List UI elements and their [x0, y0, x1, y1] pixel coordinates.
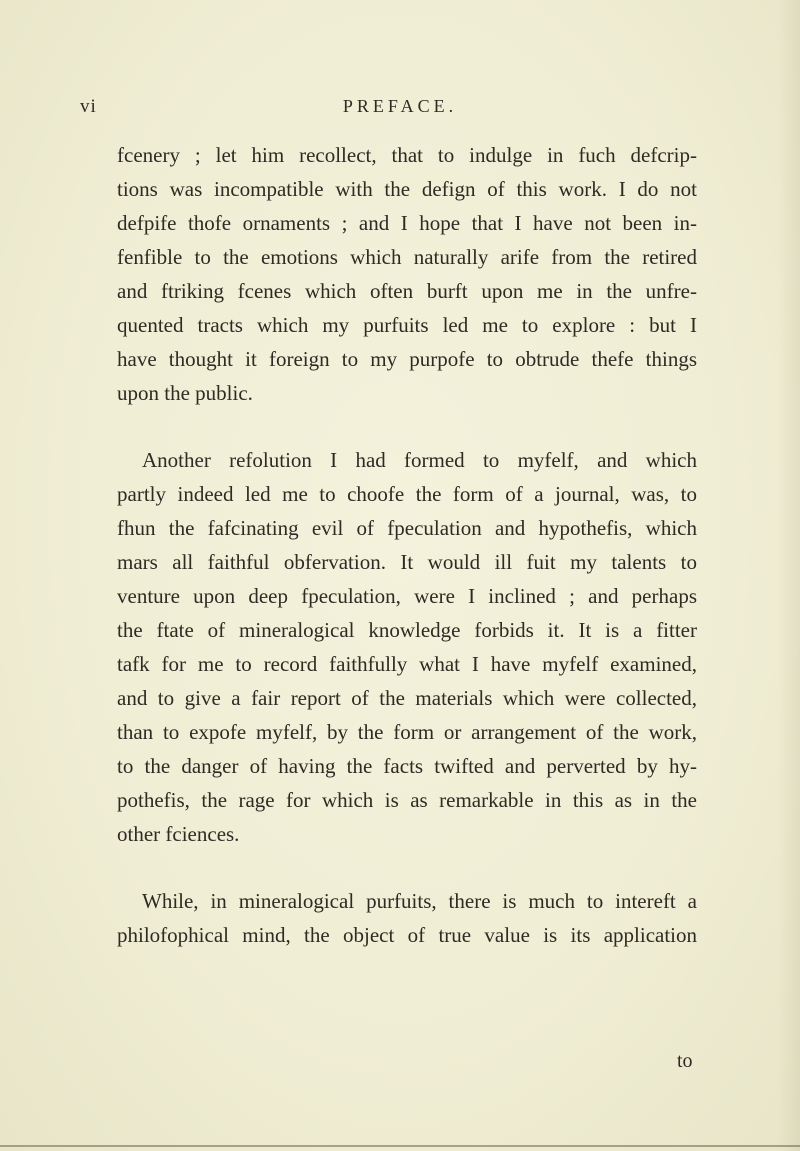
- text-line: quented tracts which my purfuits led me to explore : but I: [117, 313, 697, 337]
- text-line: fenfible to the emotions which naturally arife from the retired: [117, 245, 697, 269]
- text-line: tions was incompatible with the defign of this work. I do not: [117, 177, 697, 201]
- text-line: While, in mineralogical purfuits, there is much to intereft a: [142, 889, 697, 913]
- text-line: philofophical mind, the object of true value is its application: [117, 923, 697, 947]
- body-text: [117, 138, 697, 952]
- text-line: tafk for me to record faithfully what I have myfelf examined,: [117, 652, 697, 676]
- text-line: pothefis, the rage for which is as remarkable in this as in the: [117, 788, 697, 812]
- text-line: venture upon deep fpeculation, were I inclined ; and perhaps: [117, 584, 697, 608]
- catchword: to: [677, 1050, 693, 1072]
- text-line: and to give a fair report of the materials which were collected,: [117, 686, 697, 710]
- text-line: partly indeed led me to choofe the form of a journal, was, to: [117, 482, 697, 506]
- text-line: fcenery ; let him recollect, that to indulge in fuch defcrip-: [117, 143, 697, 167]
- text-line: to the danger of having the facts twifted and perverted by hy-: [117, 754, 697, 778]
- text-line: other fciences.: [117, 822, 240, 846]
- paragraph: [117, 138, 697, 410]
- text-line: the ftate of mineralogical knowledge forbids it. It is a fitter: [117, 618, 697, 642]
- paragraph-gap: [117, 851, 697, 884]
- text-line: have thought it foreign to my purpofe to obtrude thefe things: [117, 347, 697, 371]
- page-edge-shadow: [778, 0, 800, 1151]
- text-line: fhun the fafcinating evil of fpeculation and hypothefis, which: [117, 516, 697, 540]
- paragraph: [117, 443, 697, 851]
- text-line: than to expofe myfelf, by the form or arrangement of the work,: [117, 720, 697, 744]
- paragraph-gap: [117, 410, 697, 443]
- paragraph: [117, 884, 697, 952]
- text-line: and ftriking fcenes which often burft upon me in the unfre-: [117, 279, 697, 303]
- text-line: upon the public.: [117, 381, 253, 405]
- running-head: PREFACE.: [342, 96, 458, 116]
- text-line: Another refolution I had formed to myfelf, and which: [142, 448, 697, 472]
- text-line: defpife thofe ornaments ; and I hope that I have not been in-: [117, 211, 697, 235]
- page-header: [80, 96, 720, 120]
- page-bottom-rule: [0, 1145, 800, 1147]
- page-number: vi: [80, 96, 97, 117]
- text-line: mars all faithful obfervation. It would ill fuit my talents to: [117, 550, 697, 574]
